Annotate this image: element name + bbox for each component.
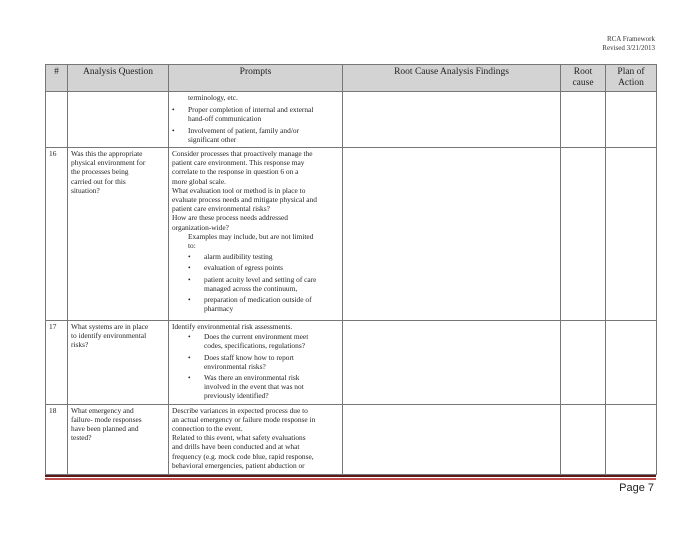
bullet-icon: • xyxy=(172,125,175,135)
root-cause-cell[interactable] xyxy=(561,148,606,321)
findings-cell[interactable] xyxy=(343,92,561,148)
list-item: • Involvement of patient, family and/or significant other xyxy=(172,125,300,144)
root-cause-cell[interactable] xyxy=(561,404,606,474)
page-number: Page 7 xyxy=(619,482,654,494)
examples-intro: Examples may include, but are not limited xyxy=(188,231,314,241)
bullet-icon: • xyxy=(188,332,191,342)
row-number: 18 xyxy=(46,404,68,474)
prompts-cell: Identify environmental risk assessments. • Does the current environment meet codes, specifications, regulations? • Does staff know how to report environmental risks? • Was there an environmental risk involved in the event that was not previously identified? xyxy=(169,321,343,405)
bullet-icon: • xyxy=(188,252,191,262)
prompts-cell xyxy=(169,92,343,148)
analysis-question-cell: Was this the appropriate physical environment for the processes being carried out for this situation? xyxy=(68,148,169,321)
list-item: • Was there an environmental risk involved in the event that was not previously identified? xyxy=(188,373,304,401)
prompts-cell: Consider processes that proactively manage the patient care environment. This response may correlate to the response in question 6 on a more global scale. What evaluation tool or method is in place to evaluate process needs and mitigate physical and patient care environmental risks? How are these process needs addressed organization-wide? Examples may include, but are not limited to: • alarm audibility testing • evaluation of egress points • patient acuity level and setting of care managed across the continuum, • preparation of medication outside of pharmacy xyxy=(169,148,343,321)
bullet-icon: • xyxy=(172,105,175,115)
list-item: • Does the current environment meet codes, specifications, regulations? xyxy=(188,332,309,351)
table-row xyxy=(46,92,657,148)
header-revision: Revised 3/21/2013 xyxy=(602,44,655,52)
findings-cell[interactable] xyxy=(343,404,561,474)
analysis-question-cell xyxy=(68,92,169,148)
table-row xyxy=(46,148,657,321)
table-row xyxy=(46,321,657,405)
list-item: • evaluation of egress points xyxy=(188,263,284,273)
footer-rule-red xyxy=(45,478,656,480)
list-item: • preparation of medication outside of pharmacy xyxy=(188,295,312,314)
plan-of-action-cell[interactable] xyxy=(606,92,657,148)
analysis-question-cell: What systems are in place to identify environmental risks? xyxy=(68,321,169,405)
plan-of-action-cell[interactable] xyxy=(606,148,657,321)
bullet-icon: • xyxy=(188,295,191,305)
list-item: • alarm audibility testing xyxy=(188,252,273,262)
bullet-icon: • xyxy=(188,263,191,273)
table-header-row xyxy=(46,65,657,92)
analysis-question-cell: What emergency and failure- mode responses have been planned and tested? xyxy=(68,404,169,474)
findings-cell[interactable] xyxy=(343,321,561,405)
bullet-icon: • xyxy=(188,373,191,383)
row-number: 16 xyxy=(46,148,68,321)
col-header-prompts: Prompts xyxy=(169,65,343,92)
list-item: • Does staff know how to report environmental risks? xyxy=(188,352,294,371)
list-item: • patient acuity level and setting of care managed across the continuum, xyxy=(188,274,317,293)
row-number: 17 xyxy=(46,321,68,405)
col-header-plan-of-action: Plan of Action xyxy=(606,65,657,92)
root-cause-cell[interactable] xyxy=(561,92,606,148)
prompt-line: terminology, etc. xyxy=(188,93,238,102)
list-item: • Proper completion of internal and external hand-off communication xyxy=(172,105,314,124)
prompts-cell: Describe variances in expected process due to an actual emergency or failure mode response in connection to the event. Related to this event, what safety evaluations and drills have been conducted and at what frequency (e.g. mock code blue, rapid response, behavioral emergencies, patient abduction or xyxy=(169,404,343,474)
plan-of-action-cell[interactable] xyxy=(606,321,657,405)
col-header-findings: Root Cause Analysis Findings xyxy=(343,65,561,92)
bullet-icon: • xyxy=(188,274,191,284)
col-header-analysis-question: Analysis Question xyxy=(68,65,169,92)
findings-cell[interactable] xyxy=(343,148,561,321)
row-number xyxy=(46,92,68,148)
bullet-icon: • xyxy=(188,352,191,362)
plan-of-action-cell[interactable] xyxy=(606,404,657,474)
col-header-number: # xyxy=(46,65,68,92)
document-header xyxy=(602,35,655,53)
header-title: RCA Framework xyxy=(606,35,655,43)
col-header-root-cause: Root cause xyxy=(561,65,606,92)
rca-table xyxy=(45,64,657,475)
footer-rule-dark xyxy=(45,475,656,477)
table-row xyxy=(46,404,657,474)
root-cause-cell[interactable] xyxy=(561,321,606,405)
